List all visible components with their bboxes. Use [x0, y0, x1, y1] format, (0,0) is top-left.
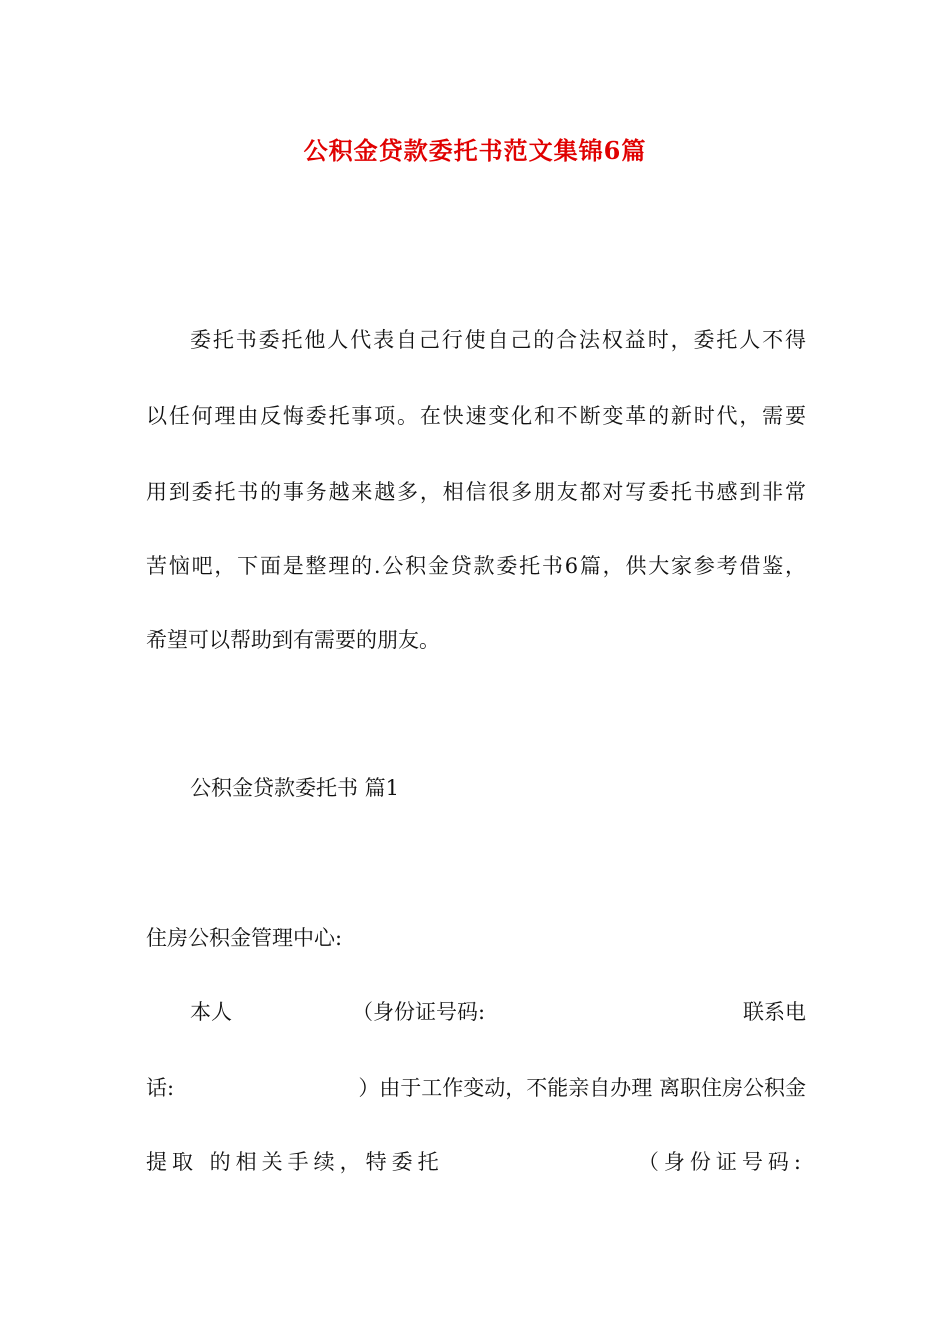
addressee: 住房公积金管理中心:	[146, 926, 343, 950]
intro-line-4: 苦恼吧，下面是整理的.公积金贷款委托书6篇，供大家参考借鉴，	[146, 554, 806, 578]
body-line-2	[146, 1072, 806, 1104]
body-line-1-id-label: （身份证号码:	[352, 1000, 486, 1024]
body-line-2-phone-label: 话:	[146, 1076, 175, 1100]
body-line-1	[146, 996, 806, 1028]
body-line-1-name-label: 本人	[190, 1000, 232, 1024]
section-heading: 公积金贷款委托书 篇1	[190, 776, 400, 800]
intro-line-5: 希望可以帮助到有需要的朋友。	[146, 628, 440, 652]
body-line-1-phone-label: 联系电	[743, 1000, 806, 1024]
body-line-2-reason: ）由于工作变动，不能亲自办理 离职住房公积金	[358, 1076, 806, 1100]
intro-line-2: 以任何理由反悔委托事项。在快速变化和不断变革的新时代，需要	[146, 404, 806, 428]
body-line-3-entrust: 提取 的相关手续，特委托	[146, 1150, 444, 1174]
intro-line-3: 用到委托书的事务越来越多，相信很多朋友都对写委托书感到非常	[146, 480, 806, 504]
document-title: 公积金贷款委托书范文集锦6篇	[303, 136, 647, 165]
body-line-3-id-label: （身份证号码:	[637, 1150, 806, 1174]
body-line-3	[146, 1146, 806, 1178]
intro-line-1: 委托书委托他人代表自己行使自己的合法权益时，委托人不得	[190, 328, 806, 352]
